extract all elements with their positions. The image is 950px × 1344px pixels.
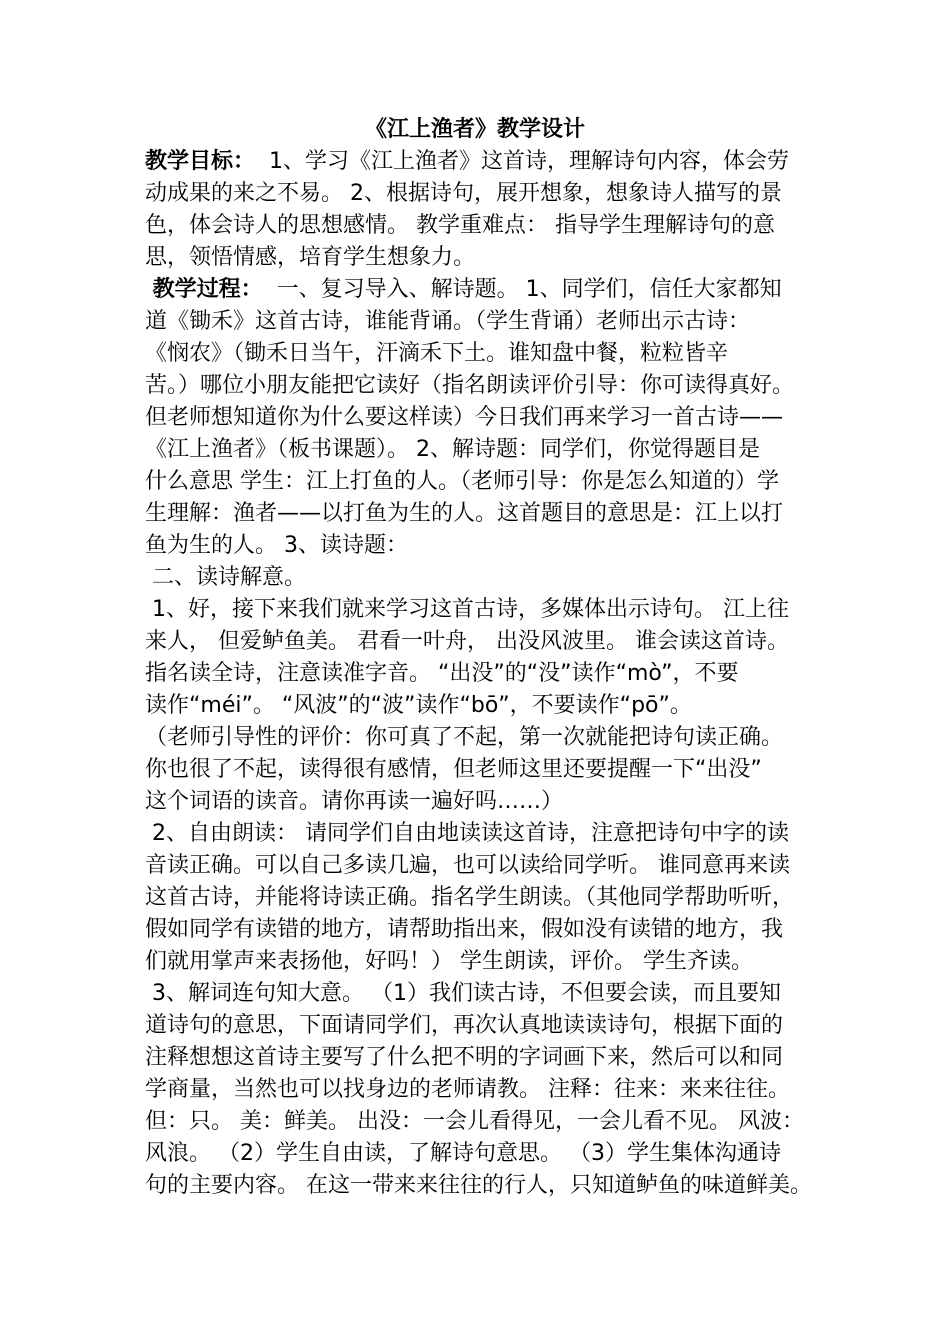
line-text: 来人， 但爱鲈鱼美。 君看一叶舟， 出没风波里。 谁会读这首诗。 [145, 629, 789, 654]
line-text: 2、自由朗读： 请同学们自由地读读这首诗，注意把诗句中字的读 [145, 821, 789, 846]
line-text: 学商量，当然也可以找身边的老师请教。 注释：往来：来来往往。 [145, 1077, 790, 1102]
body-line [145, 466, 779, 498]
body-line [145, 658, 739, 690]
line-text: 道《锄禾》这首古诗，谁能背诵。（学生背诵）老师出示古诗： [145, 309, 751, 334]
line-text: 思，领悟情感，培育学生想象力。 [145, 245, 476, 270]
section-label: 教学过程： [145, 277, 263, 302]
line-text: 苦。）哪位小朋友能把它读好（指名朗读评价引导：你可读得真好。 [145, 373, 795, 398]
body-line [145, 1138, 781, 1170]
line-text: 但老师想知道你为什么要这样读）今日我们再来学习一首古诗—— [145, 405, 784, 430]
section-label: 教学目标： [145, 149, 256, 174]
line-text: 鱼为生的人。 3、读诗题： [145, 533, 408, 558]
body-line [145, 178, 782, 210]
body-line [145, 1010, 783, 1042]
body-line [145, 434, 760, 466]
body-line [145, 754, 762, 786]
body-line [145, 210, 775, 242]
line-text: 句的主要内容。 在这一带来来往往的行人，只知道鲈鱼的味道鲜美。 [145, 1173, 812, 1198]
document-title: 《江上渔者》教学设计 [364, 117, 585, 142]
body-line [145, 1042, 783, 1074]
line-text: 色，体会诗人的思想感情。 教学重难点： 指导学生理解诗句的意 [145, 213, 775, 238]
body-line [145, 850, 790, 882]
line-text: 这首古诗，并能将诗读正确。指名学生朗读。（其他同学帮助听听， [145, 885, 795, 910]
body-line [145, 1170, 812, 1202]
body-line [145, 978, 781, 1010]
line-text: 一、复习导入、解诗题。 1、同学们，信任大家都知 [262, 277, 782, 302]
line-text: 什么意思 学生：江上打鱼的人。（老师引导：你是怎么知道的）学 [145, 469, 779, 494]
line-text: 二、读诗解意。 [145, 565, 306, 590]
line-text: 道诗句的意思，下面请同学们，再次认真地读读诗句，根据下面的 [145, 1013, 784, 1038]
body-line [145, 338, 728, 370]
body-line [145, 594, 789, 626]
line-text: 你也很了不起，读得很有感情，但老师这里还要提醒一下“出没” [145, 757, 762, 782]
body-line [145, 146, 789, 178]
body-line [145, 306, 750, 338]
body-line [145, 690, 692, 722]
line-text: 这个词语的读音。请你再读一遍好吗……） [145, 789, 564, 814]
line-text: 们就用掌声来表扬他，好吗！） 学生朗读，评价。 学生齐读。 [145, 949, 753, 974]
body-line [145, 498, 783, 530]
body-line [145, 1106, 804, 1138]
body-line [145, 242, 475, 274]
line-text: 读作“méi”。 “风波”的“波”读作“bō”，不要读作“pō”。 [145, 693, 692, 718]
line-text: 生理解：渔者——以打鱼为生的人。这首题目的意思是：江上以打 [145, 501, 784, 526]
line-text: 1、学习《江上渔者》这首诗，理解诗句内容，体会劳 [255, 149, 790, 174]
line-text: 指名读全诗，注意读准字音。 “出没”的“没”读作“mò”，不要 [145, 661, 739, 686]
line-text: 风浪。 （2）学生自由读，了解诗句意思。 （3）学生集体沟通诗 [145, 1141, 781, 1166]
body-line [145, 914, 783, 946]
line-text: 动成果的来之不易。 2、根据诗句，展开想象，想象诗人描写的景 [145, 181, 782, 206]
body-line [145, 626, 789, 658]
line-text: 音读正确。可以自己多读几遍，也可以读给同学听。 谁同意再来读 [145, 853, 790, 878]
line-text: 《江上渔者》（板书课题）。 2、解诗题：同学们，你觉得题目是 [145, 437, 760, 462]
body-line [145, 274, 782, 306]
line-text: （老师引导性的评价：你可真了不起，第一次就能把诗句读正确。 [145, 725, 784, 750]
body-line [145, 946, 753, 978]
body-line [145, 370, 794, 402]
body-line [145, 530, 408, 562]
body-line [145, 786, 563, 818]
line-text: 1、好，接下来我们就来学习这首古诗，多媒体出示诗句。 江上往 [145, 597, 789, 622]
body-line [145, 818, 789, 850]
line-text: 《悯农》（锄禾日当午，汗滴禾下土。谁知盘中餐，粒粒皆辛 [145, 341, 729, 366]
body-line [145, 882, 794, 914]
line-text: 3、解词连句知大意。 （1）我们读古诗，不但要会读，而且要知 [145, 981, 781, 1006]
body-line [145, 1074, 790, 1106]
line-text: 但：只。 美：鲜美。 出没：一会儿看得见，一会儿看不见。 风波： [145, 1109, 804, 1134]
line-text: 假如同学有读错的地方，请帮助指出来，假如没有读错的地方，我 [145, 917, 784, 942]
body-line [145, 402, 783, 434]
body-line [145, 722, 783, 754]
line-text: 注释想想这首诗主要写了什么把不明的字词画下来，然后可以和同 [145, 1045, 784, 1070]
body-line [145, 562, 306, 594]
